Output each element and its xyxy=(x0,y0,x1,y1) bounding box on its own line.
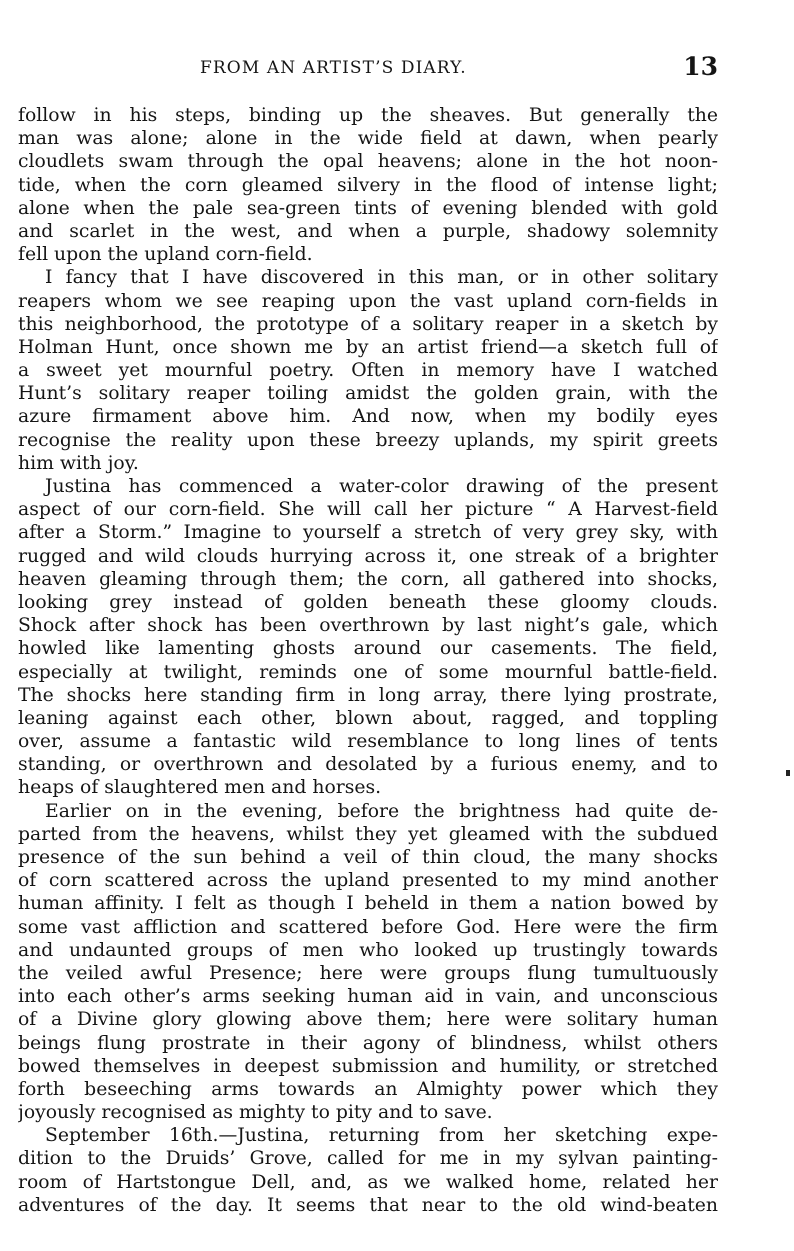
text-line: Shock after shock has been overthrown by last night’s gale, which xyxy=(18,615,718,637)
text-line: joyously recognised as mighty to pity and to save. xyxy=(18,1102,493,1124)
text-line: fell upon the upland corn-field. xyxy=(18,244,313,266)
text-line: parted from the heavens, whilst they yet gleamed with the subdued xyxy=(18,823,718,845)
text-line: heaps of slaughtered men and horses. xyxy=(18,777,382,799)
text-line: Earlier on in the evening, before the brightness had quite de- xyxy=(45,800,718,822)
text-line: Justina has commenced a water-color drawing of the present xyxy=(45,476,718,497)
body-text xyxy=(18,104,718,1217)
text-line: adventures of the day. It seems that near to the old wind-beaten xyxy=(18,1194,718,1216)
text-line: and undaunted groups of men who looked up trustingly towards xyxy=(18,939,718,961)
text-line: standing, or overthrown and desolated by a furious enemy, and to xyxy=(18,754,718,776)
text-line: alone when the pale sea-green tints of evening blended with gold xyxy=(18,197,718,219)
text-line: of a Divine glory glowing above them; here were solitary human xyxy=(18,1009,718,1031)
margin-mark xyxy=(786,770,790,776)
text-line: follow in his steps, binding up the sheaves. But generally the xyxy=(18,105,718,126)
text-line: dition to the Druids’ Grove, called for me in my sylvan painting- xyxy=(18,1148,718,1170)
text-line: Hunt’s solitary reaper toiling amidst the golden grain, with the xyxy=(18,383,718,405)
text-line: room of Hartstongue Dell, and, as we walked home, related her xyxy=(18,1171,718,1193)
page-number: 13 xyxy=(683,52,718,81)
text-line: of corn scattered across the upland presented to my mind another xyxy=(18,870,718,892)
text-line: bowed themselves in deepest submission and humility, or stretched xyxy=(18,1055,718,1077)
text-line: September 16th.—Justina, returning from her sketching expe- xyxy=(45,1125,718,1147)
text-line: a sweet yet mournful poetry. Often in memory have I watched xyxy=(18,360,718,382)
text-line: this neighborhood, the prototype of a solitary reaper in a sketch by xyxy=(18,313,718,335)
text-line: leaning against each other, blown about, ragged, and toppling xyxy=(18,707,718,729)
text-line: the veiled awful Presence; here were groups flung tumultuously xyxy=(18,962,718,984)
running-head xyxy=(18,52,718,88)
text-line: Holman Hunt, once shown me by an artist friend—a sketch full of xyxy=(18,336,718,358)
text-line: human affinity. I felt as though I beheld in them a nation bowed by xyxy=(18,893,718,915)
book-page xyxy=(18,0,718,1251)
text-line: azure firmament above him. And now, when my bodily eyes xyxy=(18,406,718,428)
text-line: howled like lamenting ghosts around our casements. The field, xyxy=(18,638,718,660)
text-line: tide, when the corn gleamed silvery in the flood of intense light; xyxy=(18,174,718,196)
text-line: and scarlet in the west, and when a purple, shadowy solemnity xyxy=(18,220,718,242)
text-line: forth beseeching arms towards an Almighty power which they xyxy=(18,1078,718,1100)
text-line: looking grey instead of golden beneath these gloomy clouds. xyxy=(18,591,718,613)
text-line: The shocks here standing firm in long array, there lying prostrate, xyxy=(18,684,718,706)
text-line: aspect of our corn-field. She will call her picture “ A Harvest-field xyxy=(18,499,718,521)
text-line: rugged and wild clouds hurrying across it, one streak of a brighter xyxy=(18,545,718,567)
text-line: recognise the reality upon these breezy uplands, my spirit greets xyxy=(18,429,718,451)
text-line: him with joy. xyxy=(18,452,139,474)
text-line: some vast affliction and scattered before God. Here were the firm xyxy=(18,916,718,938)
text-line: heaven gleaming through them; the corn, all gathered into shocks, xyxy=(18,568,718,590)
text-line: man was alone; alone in the wide field at dawn, when pearly xyxy=(18,128,718,150)
text-line: cloudlets swam through the opal heavens; alone in the hot noon- xyxy=(18,151,718,173)
text-line: especially at twilight, reminds one of some mournful battle-field. xyxy=(18,661,718,683)
text-line: after a Storm.” Imagine to yourself a stretch of very grey sky, with xyxy=(18,522,718,544)
text-line: reapers whom we see reaping upon the vast upland corn-fields in xyxy=(18,290,718,312)
running-title: FROM AN ARTIST’S DIARY. xyxy=(200,58,467,78)
text-line: presence of the sun behind a veil of thin cloud, the many shocks xyxy=(18,847,718,868)
text-line: beings flung prostrate in their agony of blindness, whilst others xyxy=(18,1032,718,1054)
text-line: into each other’s arms seeking human aid in vain, and unconscious xyxy=(18,986,718,1008)
text-line: over, assume a fantastic wild resemblance to long lines of tents xyxy=(18,731,718,753)
text-line: I fancy that I have discovered in this man, or in other solitary xyxy=(45,267,718,289)
